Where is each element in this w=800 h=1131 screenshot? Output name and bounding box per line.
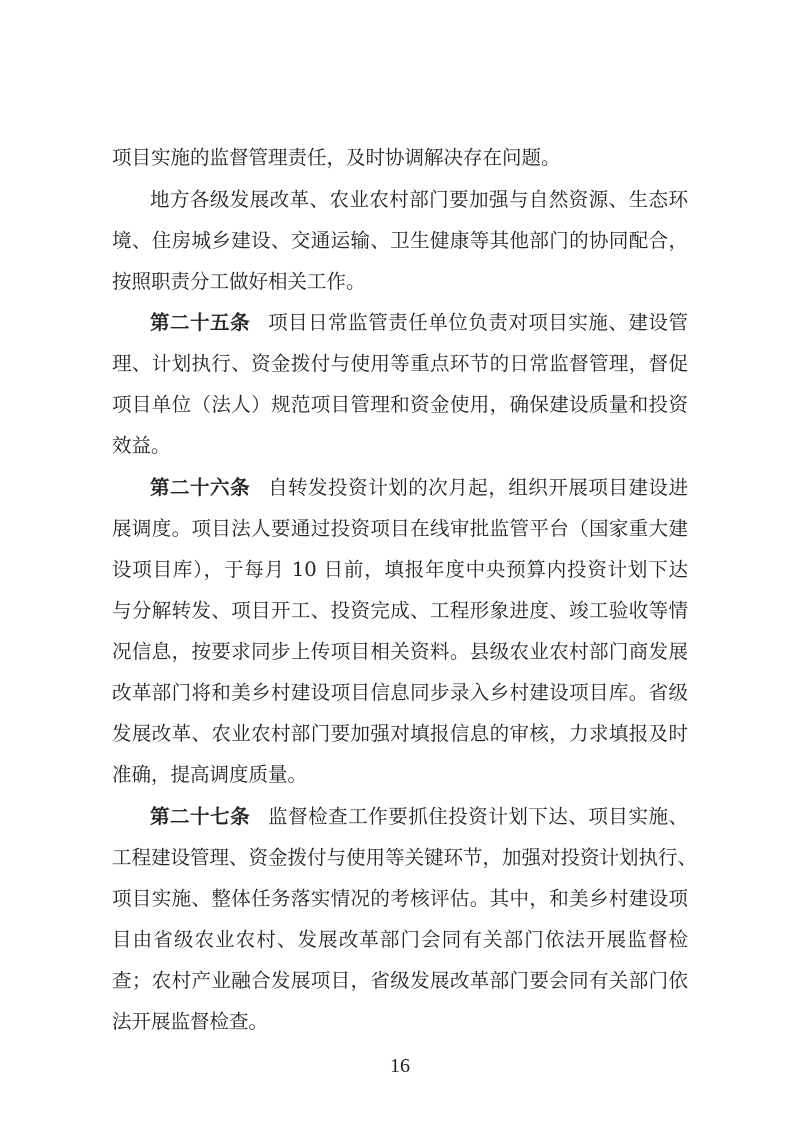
text-segment: 监督检查工作要抓住投资计划下达、项目实施、 xyxy=(268,805,688,828)
article-heading: 第二十五条 xyxy=(150,311,251,334)
text-segment: 项目日常监管责任单位负责对项目实施、建设管 xyxy=(268,311,688,334)
page-number: 16 xyxy=(390,1055,410,1077)
article-heading: 第二十七条 xyxy=(150,805,251,828)
text-line: 境、住房城乡建设、交通运输、卫生健康等其他部门的协同配合， xyxy=(112,229,688,252)
text-segment: 自转发投资计划的次月起，组织开展项目建设进 xyxy=(268,476,688,499)
text-line: 查；农村产业融合发展项目，省级发展改革部门要会同有关部门依 xyxy=(112,969,688,992)
text-line: 与分解转发、项目开工、投资完成、工程形象进度、竣工验收等情 xyxy=(112,599,688,622)
text-line: 展调度。项目法人要通过投资项目在线审批监管平台（国家重大建 xyxy=(112,517,688,540)
text-line: 改革部门将和美乡村建设项目信息同步录入乡村建设项目库。省级 xyxy=(112,681,688,704)
article-first-line xyxy=(150,311,688,335)
text-line: 效益。 xyxy=(112,434,171,457)
text-line: 项目实施、整体任务落实情况的考核评估。其中，和美乡村建设项 xyxy=(112,887,688,910)
text-line: 况信息，按要求同步上传项目相关资料。县级农业农村部门商发展 xyxy=(112,640,688,663)
text-line: 发展改革、农业农村部门要加强对填报信息的审核，力求填报及时 xyxy=(112,722,688,745)
text-line: 工程建设管理、资金拨付与使用等关键环节，加强对投资计划执行、 xyxy=(112,846,698,869)
article-heading: 第二十六条 xyxy=(150,476,251,499)
text-line: 按照职责分工做好相关工作。 xyxy=(112,270,366,293)
text-line: 设项目库），于每月 10 日前，填报年度中央预算内投资计划下达 xyxy=(112,558,688,581)
article-first-line xyxy=(150,805,688,829)
text-line: 法开展监督检查。 xyxy=(112,1010,269,1033)
text-line: 项目实施的监督管理责任，及时协调解决存在问题。 xyxy=(112,146,561,169)
text-line: 地方各级发展改革、农业农村部门要加强与自然资源、生态环 xyxy=(150,188,688,211)
text-line: 理、计划执行、资金拨付与使用等重点环节的日常监督管理，督促 xyxy=(112,352,688,375)
article-first-line xyxy=(150,476,688,500)
text-line: 目由省级农业农村、发展改革部门会同有关部门依法开展监督检 xyxy=(112,928,688,951)
text-line: 项目单位（法人）规范项目管理和资金使用，确保建设质量和投资 xyxy=(112,393,688,416)
text-line: 准确，提高调度质量。 xyxy=(112,763,308,786)
